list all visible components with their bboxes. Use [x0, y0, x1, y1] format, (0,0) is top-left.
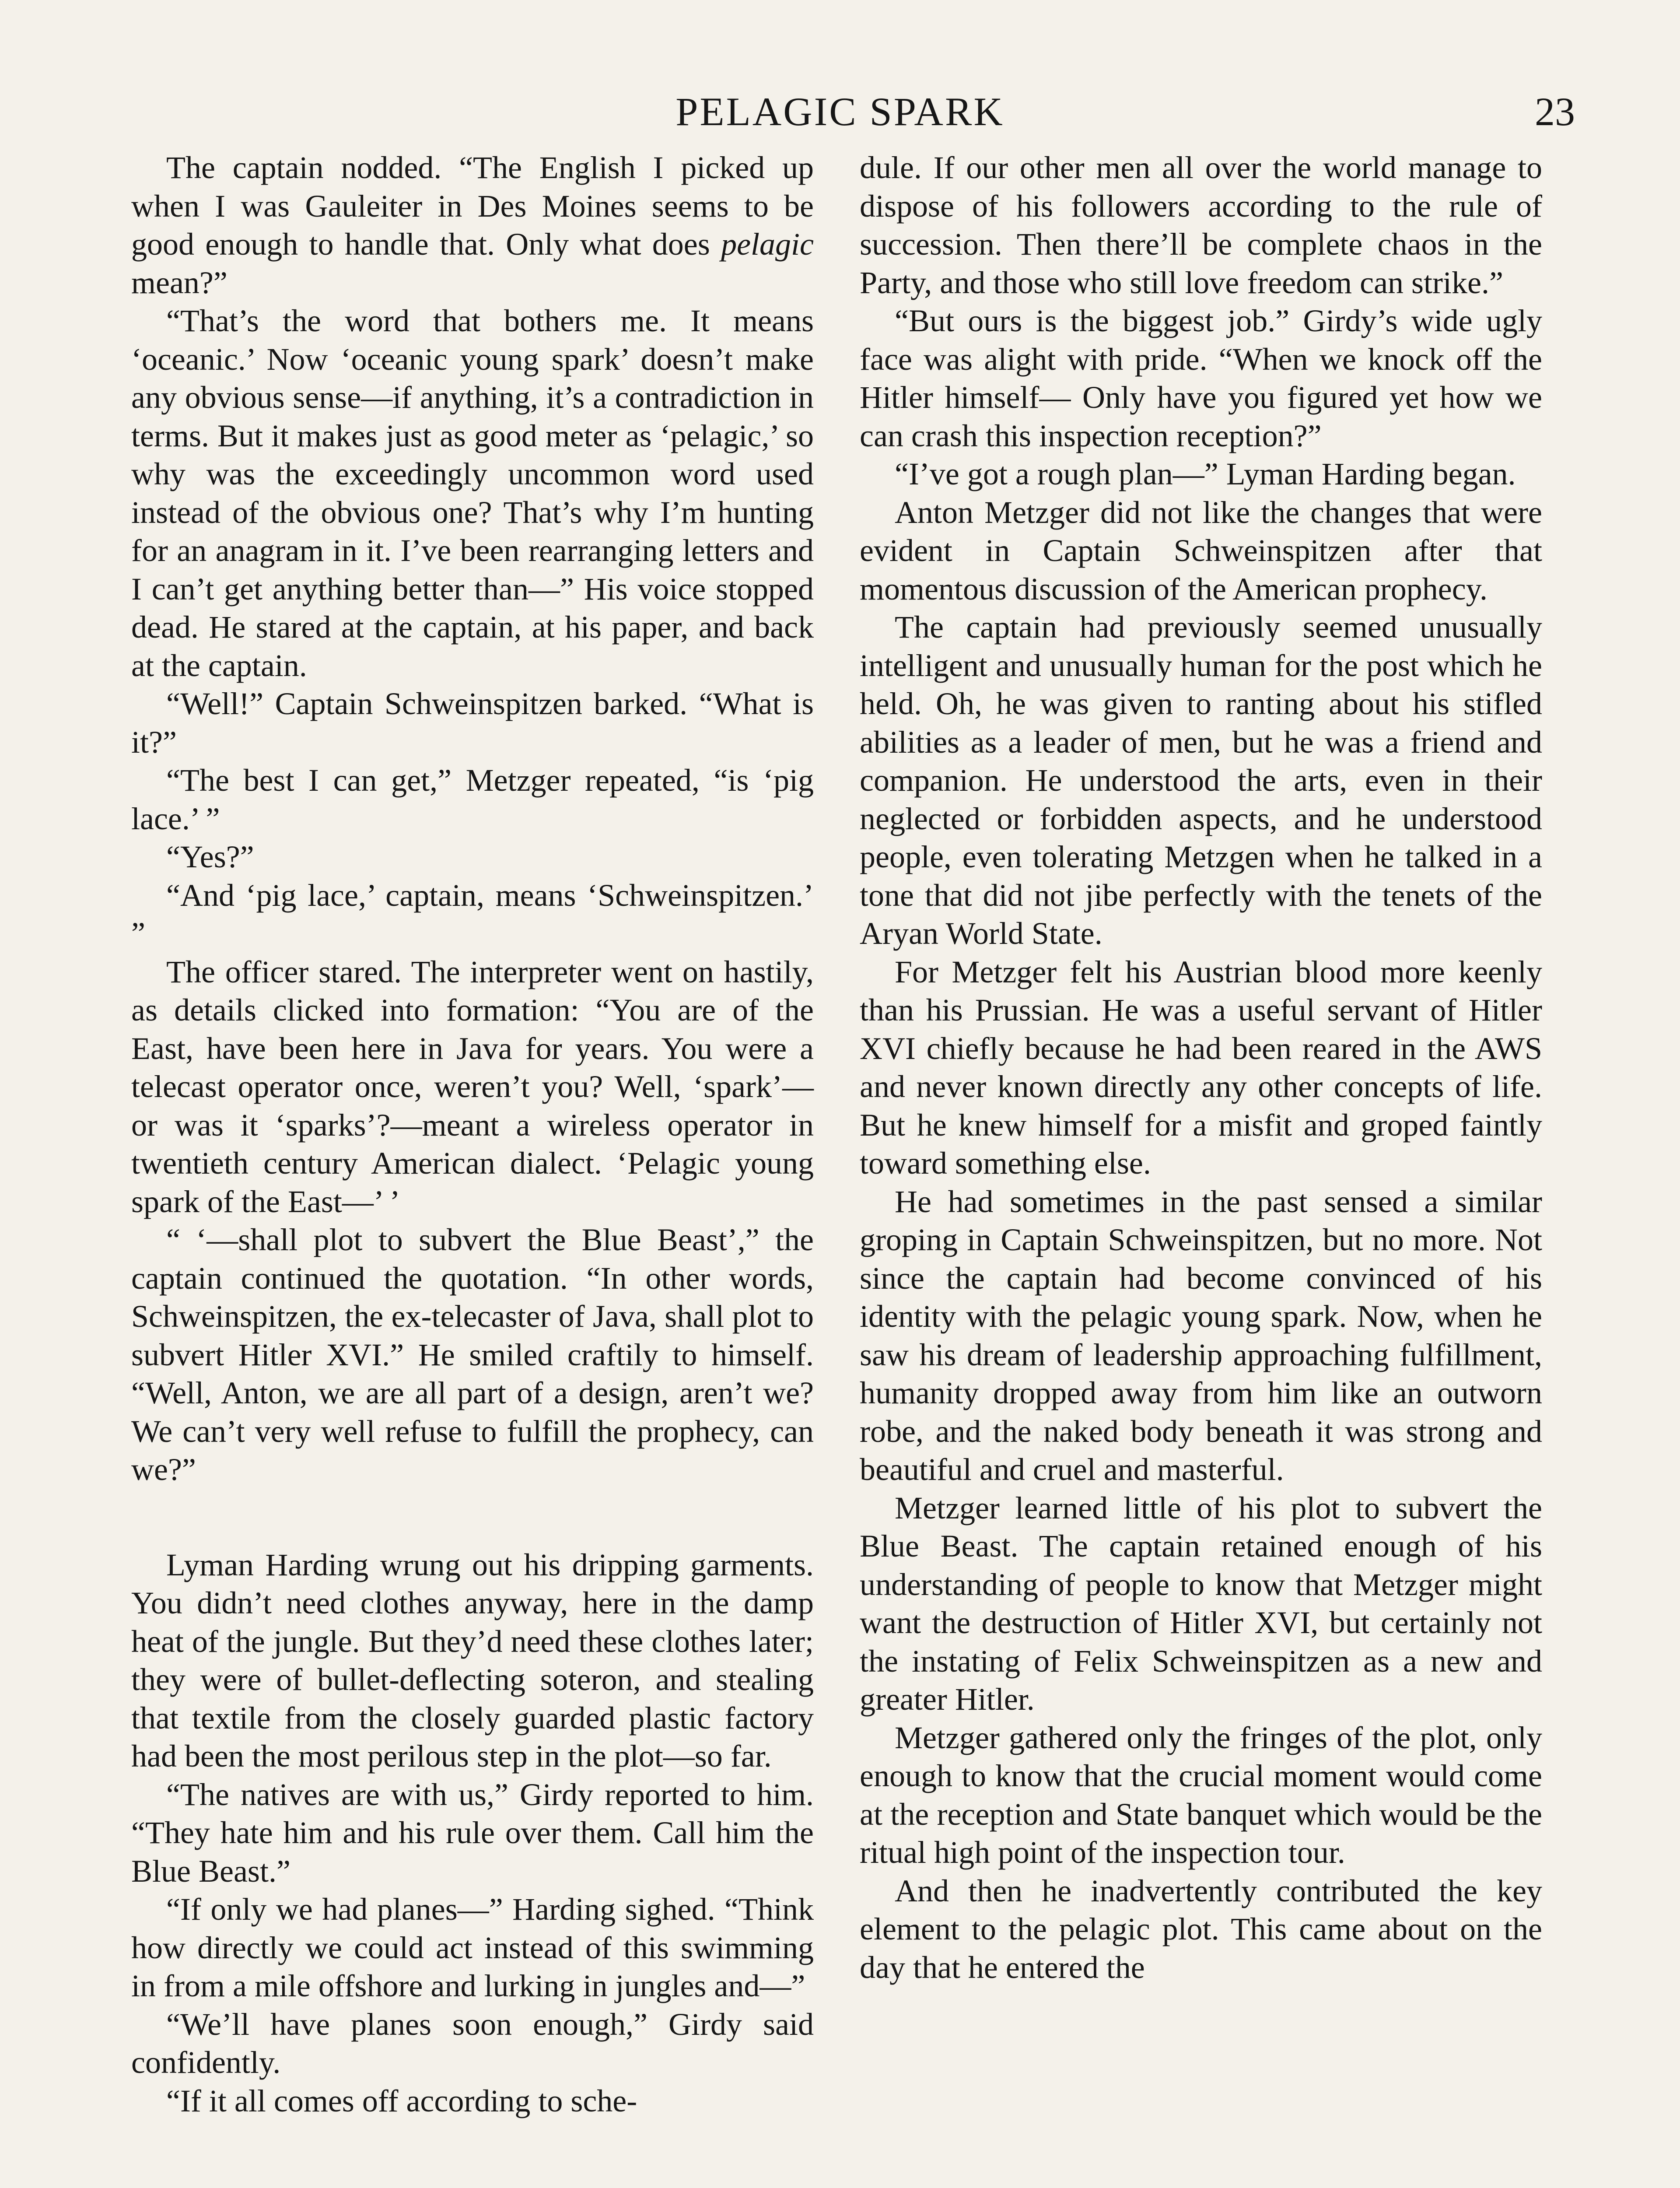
left-text-column	[131, 149, 814, 2120]
paragraph	[131, 838, 814, 877]
paragraph	[860, 953, 1542, 1183]
paragraph	[860, 494, 1542, 609]
paragraph-text: The captain nodded. “The English I picked up when I was Gauleiter in Des Moines seems to be good enough to handle that. Only what does	[131, 150, 814, 262]
page-number: 23	[1535, 89, 1575, 134]
paragraph	[860, 1183, 1542, 1489]
paragraph	[131, 685, 814, 761]
paragraph	[131, 1221, 814, 1489]
paragraph	[860, 608, 1542, 953]
paragraph-text: “If only we had planes—” Harding sighed. “Think how directly we could act instead of this swimming in from a mile offshore and lurking in jungles and—”	[131, 1892, 814, 2003]
paragraph-text: He had sometimes in the past sensed a similar groping in Captain Schweinspitzen, but no more. Not since the captain had become convinced of his identity with the pelagic young spark. Now, when he saw his dream of leadership approaching fulfillment, humanity dropped away from him like an outworn robe, and the naked body beneath it was strong and beautiful and cruel and masterful.	[860, 1184, 1542, 1487]
italic-word: pelagic	[721, 227, 814, 262]
paragraph	[131, 877, 814, 953]
paragraph	[131, 2082, 814, 2121]
paragraph-text: mean?”	[131, 265, 228, 300]
paragraph-text: “We’ll have planes soon enough,” Girdy said confidently.	[131, 2006, 814, 2080]
paragraph	[860, 149, 1542, 302]
section-break	[131, 1489, 814, 1546]
paragraph-text: “ ‘—shall plot to subvert the Blue Beast’,” the captain continued the quotation. “In other words, Schweinspitzen, the ex-telecaster of Java, shall plot to subvert Hitler XVI.” He smiled craftily to himself. “Well, Anton, we are all part of a design, aren’t we? We can’t very well refuse to fulfill the prophecy, can we?”	[131, 1222, 814, 1487]
paragraph	[860, 1872, 1542, 1987]
running-head-title: PELAGIC SPARK	[676, 89, 1004, 134]
paragraph-text: And then he inadvertently contributed the key element to the pelagic plot. This came about on the day that he entered the	[860, 1873, 1542, 1985]
paragraph-text: “If it all comes off according to sche-	[166, 2083, 637, 2118]
paragraph	[860, 1719, 1542, 1872]
paragraph-text: “I’ve got a rough plan—” Lyman Harding began.	[895, 456, 1516, 491]
paragraph-text: For Metzger felt his Austrian blood more keenly than his Prussian. He was a useful servant of Hitler XVI chiefly because he had been reared in the AWS and never known directly any other concepts of life. But he knew himself for a misfit and groped faintly toward something else.	[860, 954, 1542, 1181]
paragraph-text: Lyman Harding wrung out his dripping garments. You didn’t need clothes anyway, here in the damp heat of the jungle. But they’d need these clothes later; they were of bullet-deflecting soteron, and stealing that textile from the closely guarded plastic factory had been the most perilous step in the plot—so far.	[131, 1547, 814, 1774]
paragraph	[860, 1489, 1542, 1719]
paragraph	[131, 2006, 814, 2082]
page-header	[0, 83, 1680, 140]
paragraph-text: The captain had previously seemed unusually intelligent and unusually human for the post which he held. Oh, he was given to ranting about his stifled abilities as a leader of men, but he was a friend and companion. He understood the arts, even in their neglected or forbidden aspects, and he understood people, even tolerating Metzgen when he talked in a tone that did not jibe perfectly with the tenets of the Aryan World State.	[860, 610, 1542, 951]
paragraph-text: “Well!” Captain Schweinspitzen barked. “What is it?”	[131, 686, 814, 760]
paragraph-text: “But ours is the biggest job.” Girdy’s wide ugly face was alight with pride. “When we knock off the Hitler himself— Only have you figured yet how we can crash this inspection reception?”	[860, 303, 1542, 453]
paragraph-text: “That’s the word that bothers me. It means ‘oceanic.’ Now ‘oceanic young spark’ doesn’t make any obvious sense—if anything, it’s a contradiction in terms. But it makes just as good meter as ‘pelagic,’ so why was the exceedingly uncommon word used instead of the obvious one? That’s why I’m hunting for an anagram in it. I’ve been rearranging letters and I can’t get anything better than—” His voice stopped dead. He stared at the captain, at his paper, and back at the captain.	[131, 303, 814, 683]
paragraph	[131, 1546, 814, 1776]
paragraph	[131, 1890, 814, 2006]
paragraph	[131, 149, 814, 302]
paragraph	[860, 455, 1542, 494]
paragraph-text: “And ‘pig lace,’ captain, means ‘Schweinspitzen.’ ”	[131, 877, 814, 951]
paragraph	[131, 1776, 814, 1891]
paragraph-text: “The natives are with us,” Girdy reported to him. “They hate him and his rule over them. Call him the Blue Beast.”	[131, 1777, 814, 1889]
paragraph-text: dule. If our other men all over the world manage to dispose of his followers according to the rule of succession. Then there’ll be complete chaos in the Party, and those who still love freedom can strike.”	[860, 150, 1542, 300]
paragraph-text: The officer stared. The interpreter went on hastily, as details clicked into formation: “You are of the East, have been here in Java for years. You were a telecast operator once, weren’t you? Well, ‘spark’—or was it ‘sparks’?—meant a wireless operator in twentieth century American dialect. ‘Pelagic young spark of the East—’ ’	[131, 954, 814, 1219]
paragraph	[131, 761, 814, 838]
right-text-column	[860, 149, 1542, 1987]
paragraph-text: “Yes?”	[166, 839, 254, 874]
paragraph	[860, 302, 1542, 455]
paragraph-text: “The best I can get,” Metzger repeated, “is ‘pig lace.’ ”	[131, 763, 814, 836]
paragraph	[131, 953, 814, 1221]
paragraph-text: Anton Metzger did not like the changes that were evident in Captain Schweinspitzen after that momentous discussion of the American prophecy.	[860, 494, 1542, 607]
paragraph-text: Metzger gathered only the fringes of the plot, only enough to know that the crucial moment would come at the reception and State banquet which would be the ritual high point of the inspection tour.	[860, 1720, 1542, 1870]
paragraph-text: Metzger learned little of his plot to subvert the Blue Beast. The captain retained enough of his understanding of people to know that Metzger might want the destruction of Hitler XVI, but certainly not the instating of Felix Schweinspitzen as a new and greater Hitler.	[860, 1490, 1542, 1717]
paragraph	[131, 302, 814, 685]
